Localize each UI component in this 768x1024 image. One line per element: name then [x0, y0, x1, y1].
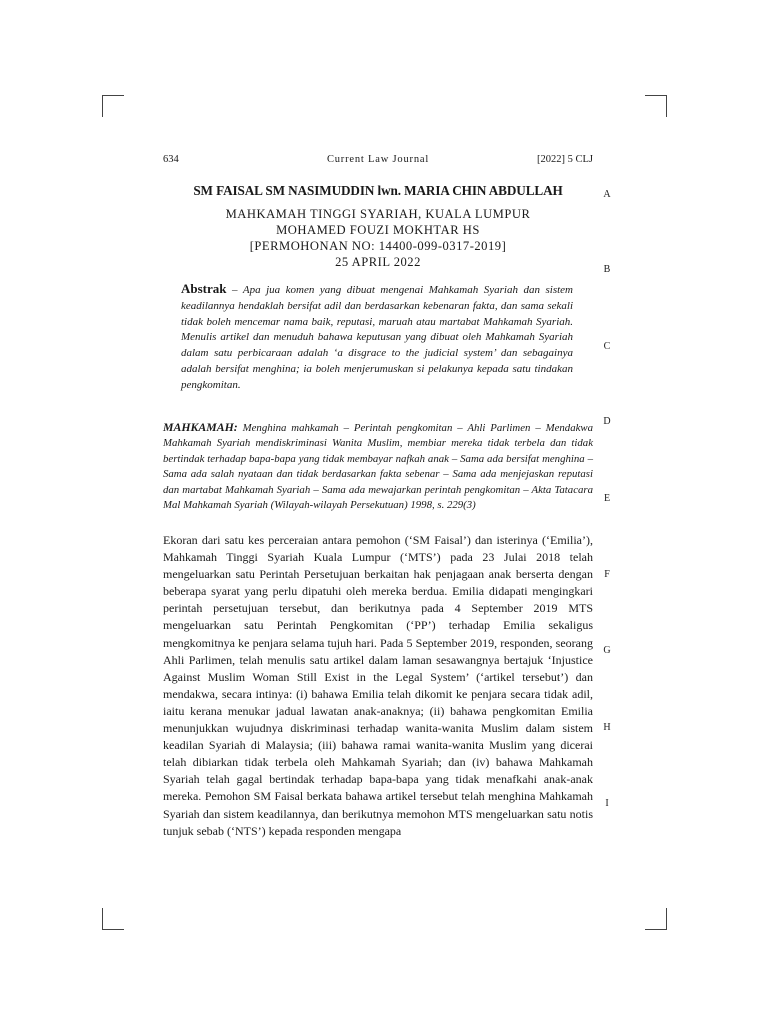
journal-name: Current Law Journal [326, 154, 430, 165]
crop-mark-top-right-h [645, 95, 667, 96]
page-number: 634 [163, 154, 179, 165]
crop-mark-bottom-left-v [102, 908, 103, 930]
decision-date: 25 APRIL 2022 [335, 255, 421, 269]
judge-name: MOHAMED FOUZI MOKHTAR HS [276, 223, 480, 237]
margin-letter-h: H [603, 722, 611, 733]
margin-letter-d: D [603, 416, 611, 427]
headnote [163, 420, 593, 513]
running-header [163, 154, 593, 168]
crop-mark-bottom-left-h [102, 929, 124, 930]
margin-letter-i: I [605, 798, 609, 809]
margin-letter-g: G [603, 645, 611, 656]
journal-citation: [2022] 5 CLJ [537, 154, 593, 165]
headnote-keyword: MAHKAMAH: [163, 420, 238, 434]
application-number: [PERMOHONAN NO: 14400-099-0317-2019] [249, 239, 507, 253]
crop-mark-top-left-v [102, 95, 103, 117]
court-name: MAHKAMAH TINGGI SYARIAH, KUALA LUMPUR [225, 207, 531, 221]
case-title: SM FAISAL SM NASIMUDDIN lwn. MARIA CHIN ABDULLAH [193, 183, 563, 198]
margin-letter-e: E [603, 493, 611, 504]
crop-mark-bottom-right-v [666, 908, 667, 930]
abstract-label: Abstrak [181, 281, 227, 296]
abstract [181, 281, 573, 394]
crop-mark-top-right-v [666, 95, 667, 117]
margin-letter-a: A [603, 189, 611, 200]
court-block [163, 206, 593, 270]
abstract-text: – Apa jua komen yang dibuat mengenai Mahkamah Syariah dan sistem keadilannya hendaklah bersifat adil dan berdasarkan kebenaran fakta, dan sama sekali tidak boleh mencemar nama baik, reputasi, maruah atau martabat Mahkamah Syariah. Menulis artikel dan menuduh bahawa keputusan yang dibuat oleh Mahkamah Syariah dalam satu perbicaraan adalah ‘a disgrace to the judicial system’ dan sebagainya adalah bersifat menghina; ia boleh menjerumuskan si pelakunya kepada satu tindakan pengkomitan. [181, 284, 573, 391]
headnote-text: Menghina mahkamah – Perintah pengkomitan – Ahli Parlimen – Mendakwa Mahkamah Syariah mendiskriminasi Wanita Muslim, membiar mereka tidak terbela dan tidak bertindak terhadap bapa-bapa yang tidak membayar nafkah anak – Sama ada bersifat menghina – Sama ada salah nyataan dan tidak berdasarkan fakta sebenar – Sama ada menjejaskan reputasi dan martabat Mahkamah Syariah – Sama ada mewajarkan perintah pengkomitan – Akta Tatacara Mal Mahkamah Syariah (Wilayah-wilayah Persekutuan) 1998, s. 229(3) [163, 422, 593, 512]
crop-mark-top-left-h [102, 95, 124, 96]
body-paragraph: Ekoran dari satu kes perceraian antara pemohon (‘SM Faisal’) dan isterinya (‘Emilia’), Mahkamah Tinggi Syariah Kuala Lumpur (‘MTS’) pada 23 Julai 2018 telah mengeluarkan satu Perintah Persetujuan berkaitan hak penjagaan anak berserta dengan beberapa syarat yang perlu dipatuhi oleh mereka berdua. Emilia didapati mengingkari perintah persetujuan tersebut, dan berikutnya pada 4 September 2019 MTS mengeluarkan satu Perintah Pengkomitan (‘PP’) terhadap Emilia sekaligus mengkomitnya ke penjara selama tujuh hari. Pada 5 September 2019, responden, seorang Ahli Parlimen, telah menulis satu artikel dalam laman sesawangnya bertajuk ‘Injustice Against Muslim Woman Still Exist in the Legal System’ (‘artikel tersebut’) dan mendakwa, secara intinya: (i) bahawa Emilia telah dikomit ke penjara secara tidak adil, iaitu kerana menukar jadual lawatan anak-anaknya; (ii) bahawa pengkomitan Emilia menunjukkan wujudnya diskriminasi terhadap wanita-wanita Muslim dalam sistem keadilan Syariah di Malaysia; (iii) bahawa ramai wanita-wanita Muslim yang dicerai telah dibiarkan tidak terbela oleh Mahkamah Syariah; dan (iv) bahawa Mahkamah Syariah telah gagal bertindak terhadap bapa-bapa yang tidak menafkahi anak-anak mereka. Pemohon SM Faisal berkata bahawa artikel tersebut telah menghina Mahkamah Syariah dan sistem keadilannya, dan berikutnya memohon MTS mengeluarkan satu notis tunjuk sebab (‘NTS’) kepada responden mengapa [163, 533, 593, 838]
crop-mark-bottom-right-h [645, 929, 667, 930]
margin-letter-c: C [603, 341, 611, 352]
margin-letter-b: B [603, 264, 611, 275]
margin-letter-f: F [604, 569, 610, 580]
